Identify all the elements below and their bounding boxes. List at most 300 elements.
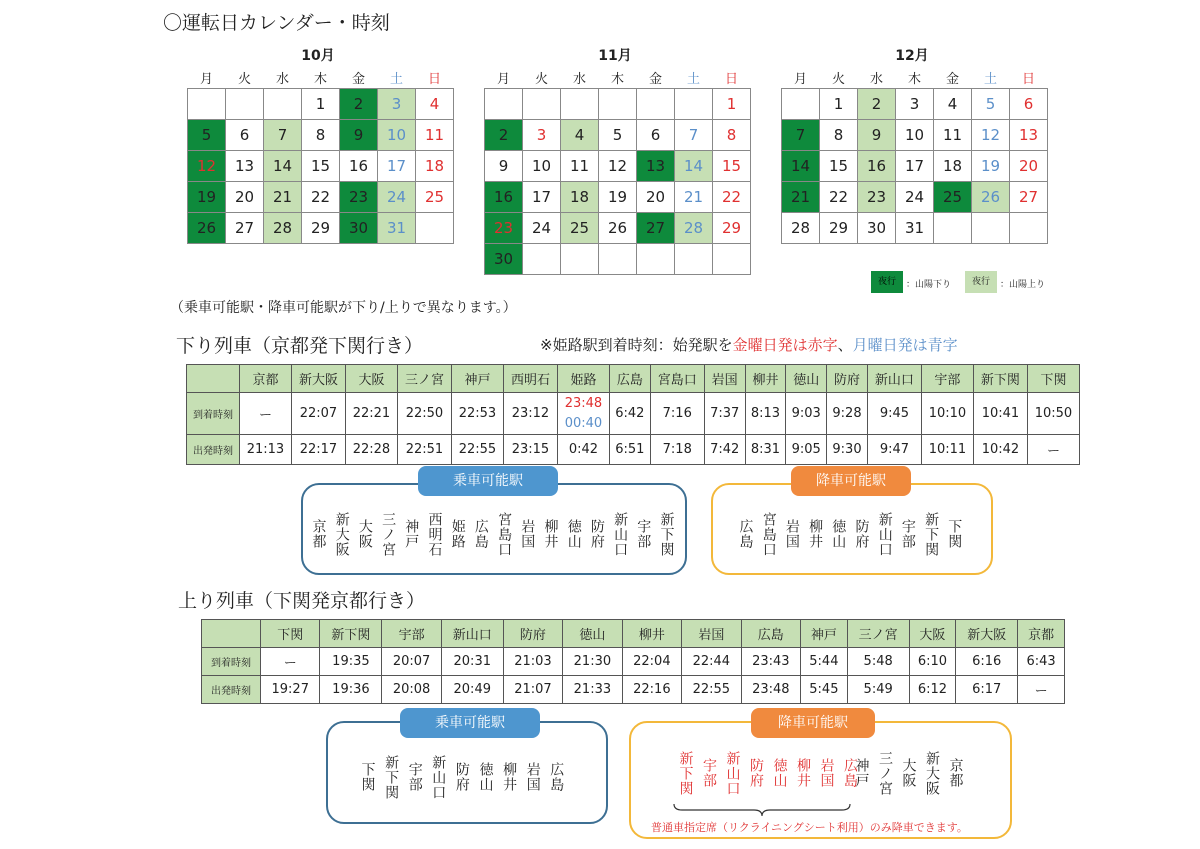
arrival-time: 23:12	[503, 393, 557, 435]
calendar-day: 23	[858, 182, 896, 213]
station-name: 宇部	[899, 519, 916, 549]
departure-time: 6:12	[909, 676, 956, 704]
station-header: 宇部	[921, 365, 973, 393]
station-header: 岩国	[704, 365, 745, 393]
station-name: 新下関	[658, 511, 675, 557]
calendar-day	[561, 244, 599, 275]
station-header: 新下関	[973, 365, 1027, 393]
himeji-arrival-monday: 00:40	[564, 415, 603, 431]
calendar-day: 28	[675, 213, 713, 244]
weekday-header: 水	[572, 71, 586, 87]
departure-time: 9:05	[786, 435, 827, 465]
calendar-day: 18	[934, 151, 972, 182]
station-header: 新山口	[867, 365, 921, 393]
departure-time: 5:49	[847, 676, 909, 704]
station-header: 新大阪	[956, 620, 1018, 648]
arrival-time: 22:50	[397, 393, 451, 435]
station-name: 神戸	[403, 519, 420, 549]
calendar-day: 6	[1010, 89, 1048, 120]
calendar-3	[781, 66, 1048, 244]
calendar-day	[485, 89, 523, 120]
calendar-day: 23	[340, 182, 378, 213]
calendar-day: 8	[302, 120, 340, 151]
arrival-time: 7:16	[650, 393, 704, 435]
departure-time: 6:17	[956, 676, 1018, 704]
calendar-day: 19	[599, 182, 637, 213]
departure-time: 22:55	[452, 435, 504, 465]
weekday-header: 日	[1021, 71, 1035, 87]
calendar-day: 14	[675, 151, 713, 182]
departure-time: ー	[1018, 676, 1065, 704]
departure-time: 22:55	[682, 676, 741, 704]
corner-cell	[202, 620, 261, 648]
calendar-day: 27	[226, 213, 264, 244]
departure-time: 0:42	[558, 435, 610, 465]
legend-up-label: ：山陽上り	[1000, 280, 1046, 290]
route-note: （乗車可能駅・降車可能駅が下り/上りで異なります。）	[170, 300, 517, 316]
arrival-time: 10:10	[921, 393, 973, 435]
station-name: 三ノ宮	[380, 511, 397, 557]
month-title: 12月	[895, 48, 929, 64]
station-header: 柳井	[622, 620, 681, 648]
station-name: 柳井	[807, 519, 824, 549]
station-name: 三ノ宮	[877, 750, 893, 796]
arrival-time: 7:37	[704, 393, 745, 435]
station-name: 徳山	[565, 519, 582, 549]
calendar-day	[561, 89, 599, 120]
arrival-time: 20:31	[441, 648, 503, 676]
calendar-day: 13	[1010, 120, 1048, 151]
calendar-day: 26	[972, 182, 1010, 213]
station-name: 防府	[748, 758, 764, 788]
arrival-time: 8:13	[745, 393, 786, 435]
station-name: 柳井	[795, 758, 811, 788]
corner-cell	[187, 365, 240, 393]
calendar-day: 1	[713, 89, 751, 120]
calendar-day: 30	[485, 244, 523, 275]
station-header: 岩国	[682, 620, 741, 648]
weekday-header: 水	[275, 71, 289, 87]
calendar-day: 30	[340, 213, 378, 244]
station-name: 宇部	[406, 762, 423, 792]
departure-time: 20:49	[441, 676, 503, 704]
calendar-day: 11	[934, 120, 972, 151]
calendar-day	[523, 244, 561, 275]
station-name: 柳井	[542, 519, 559, 549]
calendar-day	[599, 89, 637, 120]
departure-time: 19:36	[320, 676, 382, 704]
calendar-day	[934, 213, 972, 244]
calendar-day: 24	[896, 182, 934, 213]
calendar-day: 17	[523, 182, 561, 213]
weekday-header: 火	[534, 71, 548, 87]
calendar-day	[637, 89, 675, 120]
calendar-day: 13	[226, 151, 264, 182]
departure-time: ー	[1027, 435, 1079, 465]
arrival-time: 22:53	[452, 393, 504, 435]
calendar-day: 15	[820, 151, 858, 182]
calendar-day: 29	[713, 213, 751, 244]
down-board-label: 乗車可能駅	[418, 466, 558, 496]
calendar-day: 24	[378, 182, 416, 213]
departure-time: 6:51	[609, 435, 650, 465]
departure-time: 23:15	[503, 435, 557, 465]
calendar-day: 22	[713, 182, 751, 213]
station-name: 新山口	[876, 511, 893, 557]
departure-time: 20:08	[382, 676, 441, 704]
himeji-arrival-friday: 23:48	[564, 395, 603, 411]
calendar-day: 18	[416, 151, 454, 182]
down-title: 下り列車（京都発下関行き）	[176, 335, 424, 357]
arrival-time: 6:42	[609, 393, 650, 435]
departure-time: 8:31	[745, 435, 786, 465]
calendar-day: 21	[675, 182, 713, 213]
calendar-day: 25	[416, 182, 454, 213]
calendar-day: 14	[264, 151, 302, 182]
station-name: 広島	[548, 762, 565, 792]
himeji-note	[540, 334, 958, 355]
calendar-day: 17	[896, 151, 934, 182]
calendar-day	[675, 244, 713, 275]
station-name: 新大阪	[333, 511, 350, 557]
station-name: 徳山	[771, 758, 788, 788]
calendar-day: 26	[599, 213, 637, 244]
station-header: 神戸	[801, 620, 848, 648]
station-header: 広島	[741, 620, 800, 648]
station-name: 新大阪	[924, 750, 940, 796]
weekday-header: 木	[313, 71, 327, 87]
calendar-day: 11	[561, 151, 599, 182]
calendar-day: 10	[523, 151, 561, 182]
station-name: 京都	[947, 758, 964, 788]
calendar-day: 6	[226, 120, 264, 151]
month-title: 11月	[598, 48, 632, 64]
departure-time: 5:45	[801, 676, 848, 704]
station-name: 防府	[588, 519, 605, 549]
station-name: 岩国	[818, 758, 835, 788]
weekday-header: 木	[907, 71, 921, 87]
arrival-time: 5:48	[847, 648, 909, 676]
station-name: 姫路	[449, 519, 466, 549]
calendar-day	[782, 89, 820, 120]
calendar-day	[523, 89, 561, 120]
calendar-day: 12	[972, 120, 1010, 151]
calendar-day: 12	[188, 151, 226, 182]
calendar-day: 29	[302, 213, 340, 244]
arrival-row-label: 到着時刻	[202, 648, 261, 676]
calendar-day	[188, 89, 226, 120]
calendar-day: 17	[378, 151, 416, 182]
calendar-day: 25	[561, 213, 599, 244]
calendar-day: 5	[188, 120, 226, 151]
up-alight-note: 普通車指定席（リクライニングシート利用）のみ降車できます。	[651, 821, 968, 834]
calendar-day: 2	[858, 89, 896, 120]
legend-down-label: ：山陽下り	[906, 280, 952, 290]
station-header: 徳山	[563, 620, 622, 648]
weekday-header: 金	[945, 71, 959, 87]
station-name: 新下関	[923, 511, 940, 557]
station-name: 下関	[359, 762, 376, 792]
station-header: 防府	[827, 365, 868, 393]
arrival-time: 22:44	[682, 648, 741, 676]
station-name: 広島	[737, 519, 754, 549]
station-name: 徳山	[830, 519, 847, 549]
arrival-time: 9:03	[786, 393, 827, 435]
calendar-day: 5	[972, 89, 1010, 120]
calendar-day: 19	[972, 151, 1010, 182]
station-name: 京都	[310, 519, 327, 549]
departure-row-label: 出発時刻	[187, 435, 240, 465]
departure-time: 22:17	[291, 435, 345, 465]
calendar-day: 11	[416, 120, 454, 151]
station-header: 姫路	[558, 365, 610, 393]
departure-time: 7:18	[650, 435, 704, 465]
page-title: 〇運転日カレンダー・時刻	[163, 12, 390, 34]
calendar-day: 22	[302, 182, 340, 213]
departure-time: 23:48	[741, 676, 800, 704]
up-alight-label: 降車可能駅	[751, 708, 875, 738]
departure-time: 9:47	[867, 435, 921, 465]
calendar-day	[972, 213, 1010, 244]
station-header: 下関	[1027, 365, 1079, 393]
calendar-day: 1	[820, 89, 858, 120]
station-name: 岩国	[524, 762, 541, 792]
arrival-time: 21:30	[563, 648, 622, 676]
weekday-header: 土	[686, 71, 700, 87]
weekday-header: 木	[610, 71, 624, 87]
station-header: 京都	[1018, 620, 1065, 648]
calendar-day: 2	[485, 120, 523, 151]
station-name: 防府	[453, 762, 470, 792]
legend-up-swatch: 夜行	[965, 271, 997, 293]
calendar-day: 27	[1010, 182, 1048, 213]
up-timetable	[201, 619, 1065, 704]
calendar-day: 3	[378, 89, 416, 120]
arrival-time: 23:43	[741, 648, 800, 676]
calendar-day: 9	[340, 120, 378, 151]
arrival-time: 19:35	[320, 648, 382, 676]
calendar-day	[675, 89, 713, 120]
arrival-time: 22:07	[291, 393, 345, 435]
station-name: 西明石	[426, 511, 443, 557]
himeji-note-red: 金曜日発は赤字	[732, 336, 838, 354]
departure-time: 10:11	[921, 435, 973, 465]
calendar-day: 26	[188, 213, 226, 244]
weekday-header: 月	[496, 71, 510, 87]
calendar-day: 16	[858, 151, 896, 182]
up-board-label: 乗車可能駅	[400, 708, 540, 738]
station-header: 下関	[261, 620, 320, 648]
calendar-day: 19	[188, 182, 226, 213]
calendar-day: 21	[264, 182, 302, 213]
down-alight-label: 降車可能駅	[791, 466, 911, 496]
station-header: 神戸	[452, 365, 504, 393]
station-header: 大阪	[909, 620, 956, 648]
station-name: 宇部	[635, 519, 652, 549]
station-name: 神戸	[853, 758, 870, 788]
himeji-note-blue: 月曜日発は青字	[852, 336, 958, 354]
calendar-day: 31	[896, 213, 934, 244]
weekday-header: 火	[831, 71, 845, 87]
calendar-day: 25	[934, 182, 972, 213]
arrival-time: 22:04	[622, 648, 681, 676]
weekday-header: 土	[983, 71, 997, 87]
station-name: 岩国	[519, 519, 536, 549]
arrival-time: 9:28	[827, 393, 868, 435]
calendar-day: 30	[858, 213, 896, 244]
calendar-day: 22	[820, 182, 858, 213]
calendar-day: 29	[820, 213, 858, 244]
departure-time: 21:07	[503, 676, 562, 704]
station-name: 徳山	[477, 762, 494, 792]
calendar-day	[264, 89, 302, 120]
up-title: 上り列車（下関発京都行き）	[178, 590, 426, 612]
weekday-header: 水	[869, 71, 883, 87]
station-name: 宮島口	[496, 511, 513, 557]
calendar-day: 3	[523, 120, 561, 151]
weekday-header: 火	[237, 71, 251, 87]
calendar-day: 28	[264, 213, 302, 244]
calendar-day: 8	[820, 120, 858, 151]
station-header: 三ノ宮	[847, 620, 909, 648]
calendar-day	[1010, 213, 1048, 244]
station-header: 徳山	[786, 365, 827, 393]
calendar-day: 8	[713, 120, 751, 151]
brace-icon	[670, 803, 855, 817]
calendar-day: 9	[858, 120, 896, 151]
station-header: 大阪	[346, 365, 398, 393]
station-name: 新山口	[430, 754, 447, 800]
station-name: 新下関	[383, 754, 400, 800]
calendar-day: 20	[1010, 151, 1048, 182]
arrival-time: 22:21	[346, 393, 398, 435]
departure-time: 22:16	[622, 676, 681, 704]
calendar-day: 15	[302, 151, 340, 182]
departure-time: 22:28	[346, 435, 398, 465]
departure-time: 10:42	[973, 435, 1027, 465]
station-header: 柳井	[745, 365, 786, 393]
calendar-day	[599, 244, 637, 275]
calendar-day	[226, 89, 264, 120]
arrival-time: 21:03	[503, 648, 562, 676]
station-name: 新山口	[612, 511, 629, 557]
calendar-day: 16	[485, 182, 523, 213]
calendar-day: 6	[637, 120, 675, 151]
arrival-time: 6:43	[1018, 648, 1065, 676]
calendar-day: 28	[782, 213, 820, 244]
station-header: 防府	[503, 620, 562, 648]
station-name: 大阪	[356, 519, 373, 549]
station-name: 新下関	[677, 750, 694, 796]
legend-down-swatch: 夜行	[871, 271, 903, 293]
departure-time: 22:51	[397, 435, 451, 465]
station-name: 柳井	[501, 762, 518, 792]
calendar-day: 21	[782, 182, 820, 213]
weekday-header: 土	[389, 71, 403, 87]
calendar-day: 15	[713, 151, 751, 182]
arrival-time: ー	[240, 393, 292, 435]
station-header: 西明石	[503, 365, 557, 393]
station-name: 下関	[946, 519, 963, 549]
arrival-time	[558, 393, 610, 435]
calendar-day: 14	[782, 151, 820, 182]
arrival-time: 10:50	[1027, 393, 1079, 435]
weekday-header: 金	[351, 71, 365, 87]
departure-time: 7:42	[704, 435, 745, 465]
calendar-day: 3	[896, 89, 934, 120]
station-header: 三ノ宮	[397, 365, 451, 393]
departure-time: 19:27	[261, 676, 320, 704]
calendar-day: 7	[675, 120, 713, 151]
calendar-day	[713, 244, 751, 275]
station-header: 新山口	[441, 620, 503, 648]
calendar-day: 13	[637, 151, 675, 182]
arrival-time: ー	[261, 648, 320, 676]
calendar-day: 20	[637, 182, 675, 213]
arrival-time: 5:44	[801, 648, 848, 676]
station-header: 広島	[609, 365, 650, 393]
arrival-time: 9:45	[867, 393, 921, 435]
calendar-day: 4	[416, 89, 454, 120]
month-title: 10月	[301, 48, 335, 64]
station-header: 京都	[240, 365, 292, 393]
calendar-day: 7	[264, 120, 302, 151]
calendar-day: 1	[302, 89, 340, 120]
calendar-day: 10	[378, 120, 416, 151]
station-name: 岩国	[783, 519, 800, 549]
station-header: 宇部	[382, 620, 441, 648]
himeji-note-prefix: ※姫路駅到着時刻：始発駅を	[540, 336, 733, 354]
calendar-day	[637, 244, 675, 275]
station-name: 新山口	[724, 750, 741, 796]
arrival-time: 20:07	[382, 648, 441, 676]
departure-time: 21:13	[240, 435, 292, 465]
calendar-day	[416, 213, 454, 244]
weekday-header: 月	[793, 71, 807, 87]
down-timetable	[186, 364, 1080, 465]
station-name: 宮島口	[760, 511, 777, 557]
calendar-day: 31	[378, 213, 416, 244]
calendar-1	[187, 66, 454, 244]
station-name: 防府	[853, 519, 870, 549]
calendar-day: 4	[934, 89, 972, 120]
calendar-day: 27	[637, 213, 675, 244]
arrival-time: 10:41	[973, 393, 1027, 435]
calendar-day: 5	[599, 120, 637, 151]
station-header: 新大阪	[291, 365, 345, 393]
station-name: 宇部	[701, 758, 717, 788]
station-name: 大阪	[900, 758, 917, 788]
weekday-header: 金	[648, 71, 662, 87]
weekday-header: 日	[427, 71, 441, 87]
station-header: 宮島口	[650, 365, 704, 393]
himeji-note-sep: 、	[837, 336, 853, 354]
departure-row-label: 出発時刻	[202, 676, 261, 704]
arrival-time: 6:16	[956, 648, 1018, 676]
calendar-day: 12	[599, 151, 637, 182]
station-name: 広島	[472, 519, 489, 549]
weekday-header: 日	[724, 71, 738, 87]
calendar-day: 10	[896, 120, 934, 151]
calendar-day: 16	[340, 151, 378, 182]
arrival-time: 6:10	[909, 648, 956, 676]
calendar-day: 2	[340, 89, 378, 120]
departure-time: 9:30	[827, 435, 868, 465]
calendar-day: 20	[226, 182, 264, 213]
arrival-row-label: 到着時刻	[187, 393, 240, 435]
weekday-header: 月	[199, 71, 213, 87]
station-name: 広島	[842, 758, 858, 788]
